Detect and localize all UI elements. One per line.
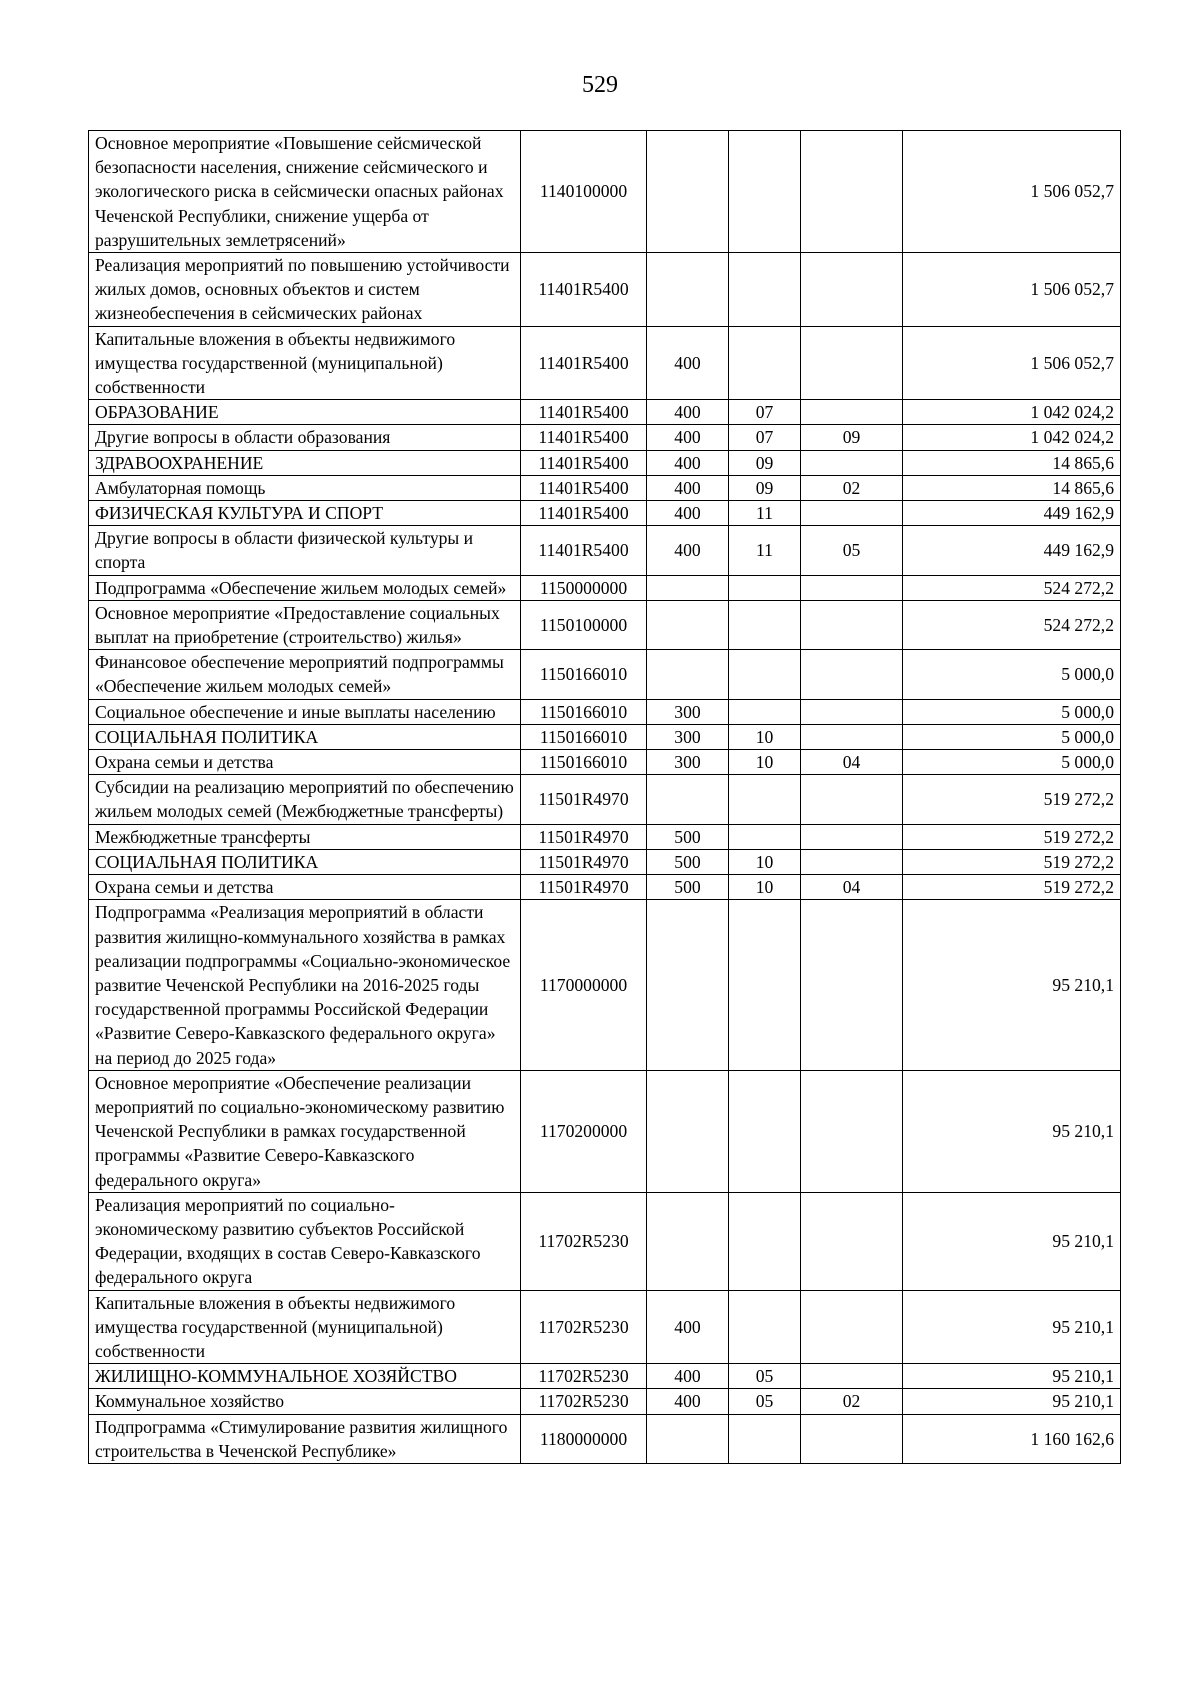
row-code: 1170200000: [521, 1070, 647, 1192]
row-amount: 5 000,0: [903, 699, 1121, 724]
row-section: 05: [729, 1389, 801, 1414]
row-code: 11702R5230: [521, 1364, 647, 1389]
row-code: 11401R5400: [521, 501, 647, 526]
table-row: [89, 750, 1121, 775]
row-amount: 1 160 162,6: [903, 1414, 1121, 1463]
row-code: 11501R4970: [521, 775, 647, 824]
row-code: 11702R5230: [521, 1192, 647, 1290]
row-subsection: [801, 824, 903, 849]
row-subsection: [801, 724, 903, 749]
row-name: СОЦИАЛЬНАЯ ПОЛИТИКА: [89, 724, 521, 749]
row-code: 11401R5400: [521, 326, 647, 400]
budget-table: [88, 130, 1121, 1464]
row-amount: 449 162,9: [903, 526, 1121, 575]
row-name: Субсидии на реализацию мероприятий по обеспечению жильем молодых семей (Межбюджетные трансферты): [89, 775, 521, 824]
row-name: ЖИЛИЩНО-КОММУНАЛЬНОЕ ХОЗЯЙСТВО: [89, 1364, 521, 1389]
row-code: 11501R4970: [521, 849, 647, 874]
table-row: [89, 450, 1121, 475]
row-subsection: [801, 450, 903, 475]
table-row: [89, 699, 1121, 724]
row-subsection: [801, 400, 903, 425]
row-expense-type: 400: [647, 1389, 729, 1414]
row-code: 1180000000: [521, 1414, 647, 1463]
row-code: 1140100000: [521, 131, 647, 253]
row-code: 11501R4970: [521, 875, 647, 900]
row-name: Охрана семьи и детства: [89, 750, 521, 775]
row-section: 10: [729, 750, 801, 775]
row-code: 11401R5400: [521, 425, 647, 450]
row-section: 10: [729, 724, 801, 749]
row-subsection: [801, 849, 903, 874]
table-row: [89, 824, 1121, 849]
row-subsection: [801, 1414, 903, 1463]
row-code: 11401R5400: [521, 253, 647, 327]
row-code: 11401R5400: [521, 475, 647, 500]
row-code: 1150100000: [521, 600, 647, 649]
row-section: 10: [729, 849, 801, 874]
budget-table-body: [89, 131, 1121, 1464]
row-name: Реализация мероприятий по социально-экономическому развитию субъектов Российской Федерации, входящих в состав Северо-Кавказского федерального округа: [89, 1192, 521, 1290]
row-section: [729, 1290, 801, 1364]
row-amount: 95 210,1: [903, 900, 1121, 1070]
row-subsection: 02: [801, 475, 903, 500]
row-name: Подпрограмма «Обеспечение жильем молодых семей»: [89, 575, 521, 600]
row-subsection: [801, 253, 903, 327]
row-subsection: [801, 1290, 903, 1364]
row-expense-type: [647, 1414, 729, 1463]
row-expense-type: [647, 575, 729, 600]
row-expense-type: 500: [647, 875, 729, 900]
row-section: 11: [729, 526, 801, 575]
row-amount: 95 210,1: [903, 1192, 1121, 1290]
table-row: [89, 131, 1121, 253]
row-amount: 524 272,2: [903, 575, 1121, 600]
row-section: [729, 699, 801, 724]
row-code: 1150000000: [521, 575, 647, 600]
row-name: Подпрограмма «Стимулирование развития жилищного строительства в Чеченской Республике»: [89, 1414, 521, 1463]
row-expense-type: [647, 775, 729, 824]
table-row: [89, 600, 1121, 649]
table-row: [89, 400, 1121, 425]
row-name: ЗДРАВООХРАНЕНИЕ: [89, 450, 521, 475]
row-subsection: 02: [801, 1389, 903, 1414]
row-code: 1150166010: [521, 699, 647, 724]
table-row: [89, 475, 1121, 500]
row-expense-type: [647, 1070, 729, 1192]
row-name: Капитальные вложения в объекты недвижимого имущества государственной (муниципальной) собственности: [89, 1290, 521, 1364]
row-expense-type: 400: [647, 425, 729, 450]
row-section: [729, 575, 801, 600]
row-section: 09: [729, 450, 801, 475]
row-amount: 1 042 024,2: [903, 425, 1121, 450]
row-name: СОЦИАЛЬНАЯ ПОЛИТИКА: [89, 849, 521, 874]
row-name: Подпрограмма «Реализация мероприятий в области развития жилищно-коммунального хозяйства в рамках реализации подпрограммы «Социально-экономическое развитие Чеченской Республики на 2016-2025 годы государственной программы Российской Федерации «Развитие Северо-Кавказского федерального округа» на период до 2025 года»: [89, 900, 521, 1070]
table-row: [89, 1290, 1121, 1364]
row-expense-type: [647, 253, 729, 327]
row-section: 09: [729, 475, 801, 500]
row-section: 10: [729, 875, 801, 900]
row-amount: 1 506 052,7: [903, 131, 1121, 253]
row-expense-type: 300: [647, 724, 729, 749]
row-expense-type: 300: [647, 699, 729, 724]
row-name: Коммунальное хозяйство: [89, 1389, 521, 1414]
row-section: 11: [729, 501, 801, 526]
row-subsection: 04: [801, 875, 903, 900]
row-amount: 1 042 024,2: [903, 400, 1121, 425]
row-subsection: [801, 650, 903, 699]
row-subsection: [801, 1192, 903, 1290]
row-section: [729, 253, 801, 327]
table-row: [89, 1414, 1121, 1463]
row-amount: 95 210,1: [903, 1290, 1121, 1364]
row-subsection: [801, 775, 903, 824]
table-row: [89, 526, 1121, 575]
row-name: Финансовое обеспечение мероприятий подпрограммы «Обеспечение жильем молодых семей»: [89, 650, 521, 699]
row-name: Основное мероприятие «Обеспечение реализации мероприятий по социально-экономическому развитию Чеченской Республики в рамках государственной программы «Развитие Северо-Кавказского федерального округа»: [89, 1070, 521, 1192]
table-row: [89, 253, 1121, 327]
row-amount: 519 272,2: [903, 824, 1121, 849]
row-subsection: [801, 501, 903, 526]
row-section: [729, 1414, 801, 1463]
row-expense-type: 400: [647, 501, 729, 526]
row-code: 1170000000: [521, 900, 647, 1070]
table-row: [89, 425, 1121, 450]
row-subsection: [801, 600, 903, 649]
row-section: 05: [729, 1364, 801, 1389]
row-name: ФИЗИЧЕСКАЯ КУЛЬТУРА И СПОРТ: [89, 501, 521, 526]
row-section: [729, 326, 801, 400]
row-code: 11401R5400: [521, 526, 647, 575]
row-amount: 5 000,0: [903, 650, 1121, 699]
table-row: [89, 875, 1121, 900]
row-amount: 5 000,0: [903, 750, 1121, 775]
row-expense-type: 500: [647, 849, 729, 874]
row-section: 07: [729, 425, 801, 450]
row-expense-type: 400: [647, 326, 729, 400]
row-name: ОБРАЗОВАНИЕ: [89, 400, 521, 425]
row-subsection: [801, 326, 903, 400]
row-subsection: 09: [801, 425, 903, 450]
row-section: [729, 600, 801, 649]
row-expense-type: 400: [647, 400, 729, 425]
row-section: [729, 131, 801, 253]
row-name: Другие вопросы в области образования: [89, 425, 521, 450]
row-amount: 95 210,1: [903, 1364, 1121, 1389]
table-row: [89, 724, 1121, 749]
row-subsection: [801, 900, 903, 1070]
row-code: 11401R5400: [521, 450, 647, 475]
row-expense-type: 400: [647, 1364, 729, 1389]
row-name: Другие вопросы в области физической культуры и спорта: [89, 526, 521, 575]
row-expense-type: 400: [647, 450, 729, 475]
row-name: Реализация мероприятий по повышению устойчивости жилых домов, основных объектов и систем жизнеобеспечения в сейсмических районах: [89, 253, 521, 327]
table-row: [89, 900, 1121, 1070]
row-amount: 524 272,2: [903, 600, 1121, 649]
row-expense-type: 400: [647, 1290, 729, 1364]
row-amount: 1 506 052,7: [903, 326, 1121, 400]
row-amount: 519 272,2: [903, 775, 1121, 824]
row-name: Основное мероприятие «Предоставление социальных выплат на приобретение (строительство) жилья»: [89, 600, 521, 649]
row-subsection: [801, 575, 903, 600]
row-section: [729, 824, 801, 849]
row-code: 11702R5230: [521, 1290, 647, 1364]
row-section: [729, 1192, 801, 1290]
row-subsection: 05: [801, 526, 903, 575]
table-row: [89, 849, 1121, 874]
row-name: Охрана семьи и детства: [89, 875, 521, 900]
row-expense-type: 400: [647, 526, 729, 575]
row-subsection: [801, 131, 903, 253]
row-section: [729, 775, 801, 824]
row-name: Капитальные вложения в объекты недвижимого имущества государственной (муниципальной) собственности: [89, 326, 521, 400]
row-expense-type: [647, 900, 729, 1070]
row-amount: 1 506 052,7: [903, 253, 1121, 327]
table-row: [89, 1389, 1121, 1414]
table-row: [89, 326, 1121, 400]
row-expense-type: 300: [647, 750, 729, 775]
row-code: 1150166010: [521, 750, 647, 775]
row-amount: 95 210,1: [903, 1070, 1121, 1192]
table-row: [89, 1070, 1121, 1192]
table-row: [89, 1364, 1121, 1389]
row-expense-type: 500: [647, 824, 729, 849]
row-code: 11401R5400: [521, 400, 647, 425]
row-expense-type: [647, 600, 729, 649]
row-name: Основное мероприятие «Повышение сейсмической безопасности населения, снижение сейсмического и экологического риска в сейсмически опасных районах Чеченской Республики, снижение ущерба от разрушительных землетрясений»: [89, 131, 521, 253]
row-name: Социальное обеспечение и иные выплаты населению: [89, 699, 521, 724]
row-subsection: [801, 699, 903, 724]
row-amount: 14 865,6: [903, 475, 1121, 500]
row-amount: 14 865,6: [903, 450, 1121, 475]
row-amount: 95 210,1: [903, 1389, 1121, 1414]
row-expense-type: 400: [647, 475, 729, 500]
table-row: [89, 775, 1121, 824]
row-section: [729, 650, 801, 699]
table-row: [89, 650, 1121, 699]
row-expense-type: [647, 131, 729, 253]
table-row: [89, 1192, 1121, 1290]
row-name: Амбулаторная помощь: [89, 475, 521, 500]
row-code: 1150166010: [521, 650, 647, 699]
table-row: [89, 575, 1121, 600]
row-expense-type: [647, 650, 729, 699]
row-subsection: [801, 1070, 903, 1192]
row-code: 1150166010: [521, 724, 647, 749]
row-name: Межбюджетные трансферты: [89, 824, 521, 849]
row-amount: 519 272,2: [903, 875, 1121, 900]
row-amount: 519 272,2: [903, 849, 1121, 874]
row-code: 11501R4970: [521, 824, 647, 849]
row-section: [729, 900, 801, 1070]
page-number: 529: [582, 72, 618, 98]
row-amount: 449 162,9: [903, 501, 1121, 526]
row-section: [729, 1070, 801, 1192]
row-expense-type: [647, 1192, 729, 1290]
row-amount: 5 000,0: [903, 724, 1121, 749]
row-subsection: 04: [801, 750, 903, 775]
row-code: 11702R5230: [521, 1389, 647, 1414]
table-row: [89, 501, 1121, 526]
row-section: 07: [729, 400, 801, 425]
row-subsection: [801, 1364, 903, 1389]
